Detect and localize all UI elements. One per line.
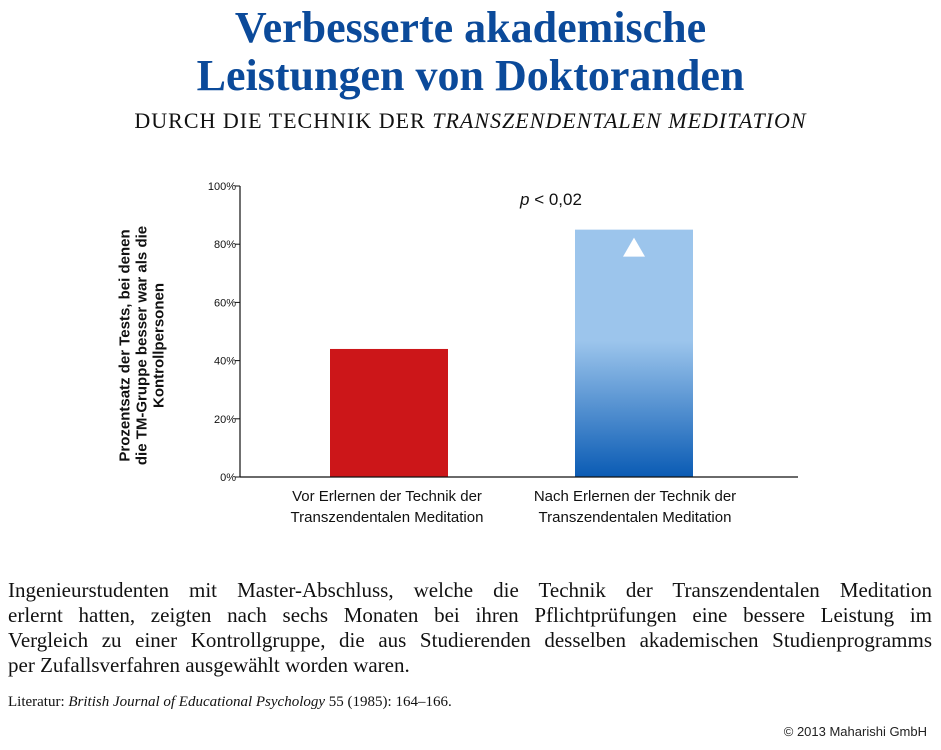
reference-prefix: Literatur: [8, 694, 69, 710]
y-tick-label: 100% [207, 181, 236, 193]
p-value-annotation [520, 190, 582, 210]
y-axis-label-line-2: die TM-Gruppe besser war als die [133, 225, 151, 466]
bar-before [330, 349, 448, 477]
subtitle-prefix: DURCH DIE TECHNIK DER [134, 108, 433, 133]
copyright: © 2013 Maharishi GmbH [783, 724, 927, 739]
page-title [0, 4, 941, 100]
description-line-2: erlernt hatten, zeigten nach sechs Monaten bei ihren Pflichtprüfungen eine bessere Leistung im [8, 603, 932, 627]
bar-after [575, 230, 693, 477]
p-value-text: < 0,02 [529, 190, 582, 209]
description-line-3: Vergleich zu einer Kontrollgruppe, die aus Studierenden desselben akademischen Studienprogramms [8, 628, 932, 652]
reference-journal: British Journal of Educational Psychology [68, 694, 326, 710]
y-tick-label: 0% [220, 472, 236, 484]
title-line-2: Leistungen von Doktoranden [196, 51, 745, 100]
x-tick-label-after [525, 486, 745, 528]
reference [8, 694, 452, 711]
y-axis-ticks [208, 181, 240, 484]
y-axis-label-line-3: Kontrollpersonen [150, 283, 168, 409]
x-tick-label-before-line-1: Vor Erlernen der Technik der [292, 488, 482, 505]
y-tick-label: 60% [213, 297, 236, 310]
subtitle [0, 108, 941, 134]
x-tick-label-before-line-2: Transzendentalen Meditation [290, 509, 484, 526]
p-symbol: p [520, 190, 530, 209]
y-axis-label-line-1: Prozentsatz der Tests, bei denen [116, 229, 134, 462]
x-tick-label-after-line-1: Nach Erlernen der Technik der [533, 488, 737, 505]
description-line-4: per Zufallsverfahren ausgewählt worden waren. [8, 653, 410, 677]
y-tick-label: 80% [213, 239, 236, 252]
description-text [8, 578, 932, 678]
bars [330, 230, 693, 477]
title-line-1: Verbesserte akademische [234, 3, 707, 52]
y-tick-label: 40% [213, 355, 236, 368]
description-line-1: Ingenieurstudenten mit Master-Abschluss, welche die Technik der Transzendentalen Meditation [8, 578, 932, 602]
x-tick-label-before [277, 486, 497, 528]
x-tick-label-after-line-2: Transzendentalen Meditation [538, 509, 732, 526]
subtitle-italic: TRANSZENDENTALEN MEDITATION [432, 108, 807, 133]
reference-rest: 55 (1985): 164–166. [325, 694, 452, 710]
y-tick-label: 20% [213, 413, 236, 426]
